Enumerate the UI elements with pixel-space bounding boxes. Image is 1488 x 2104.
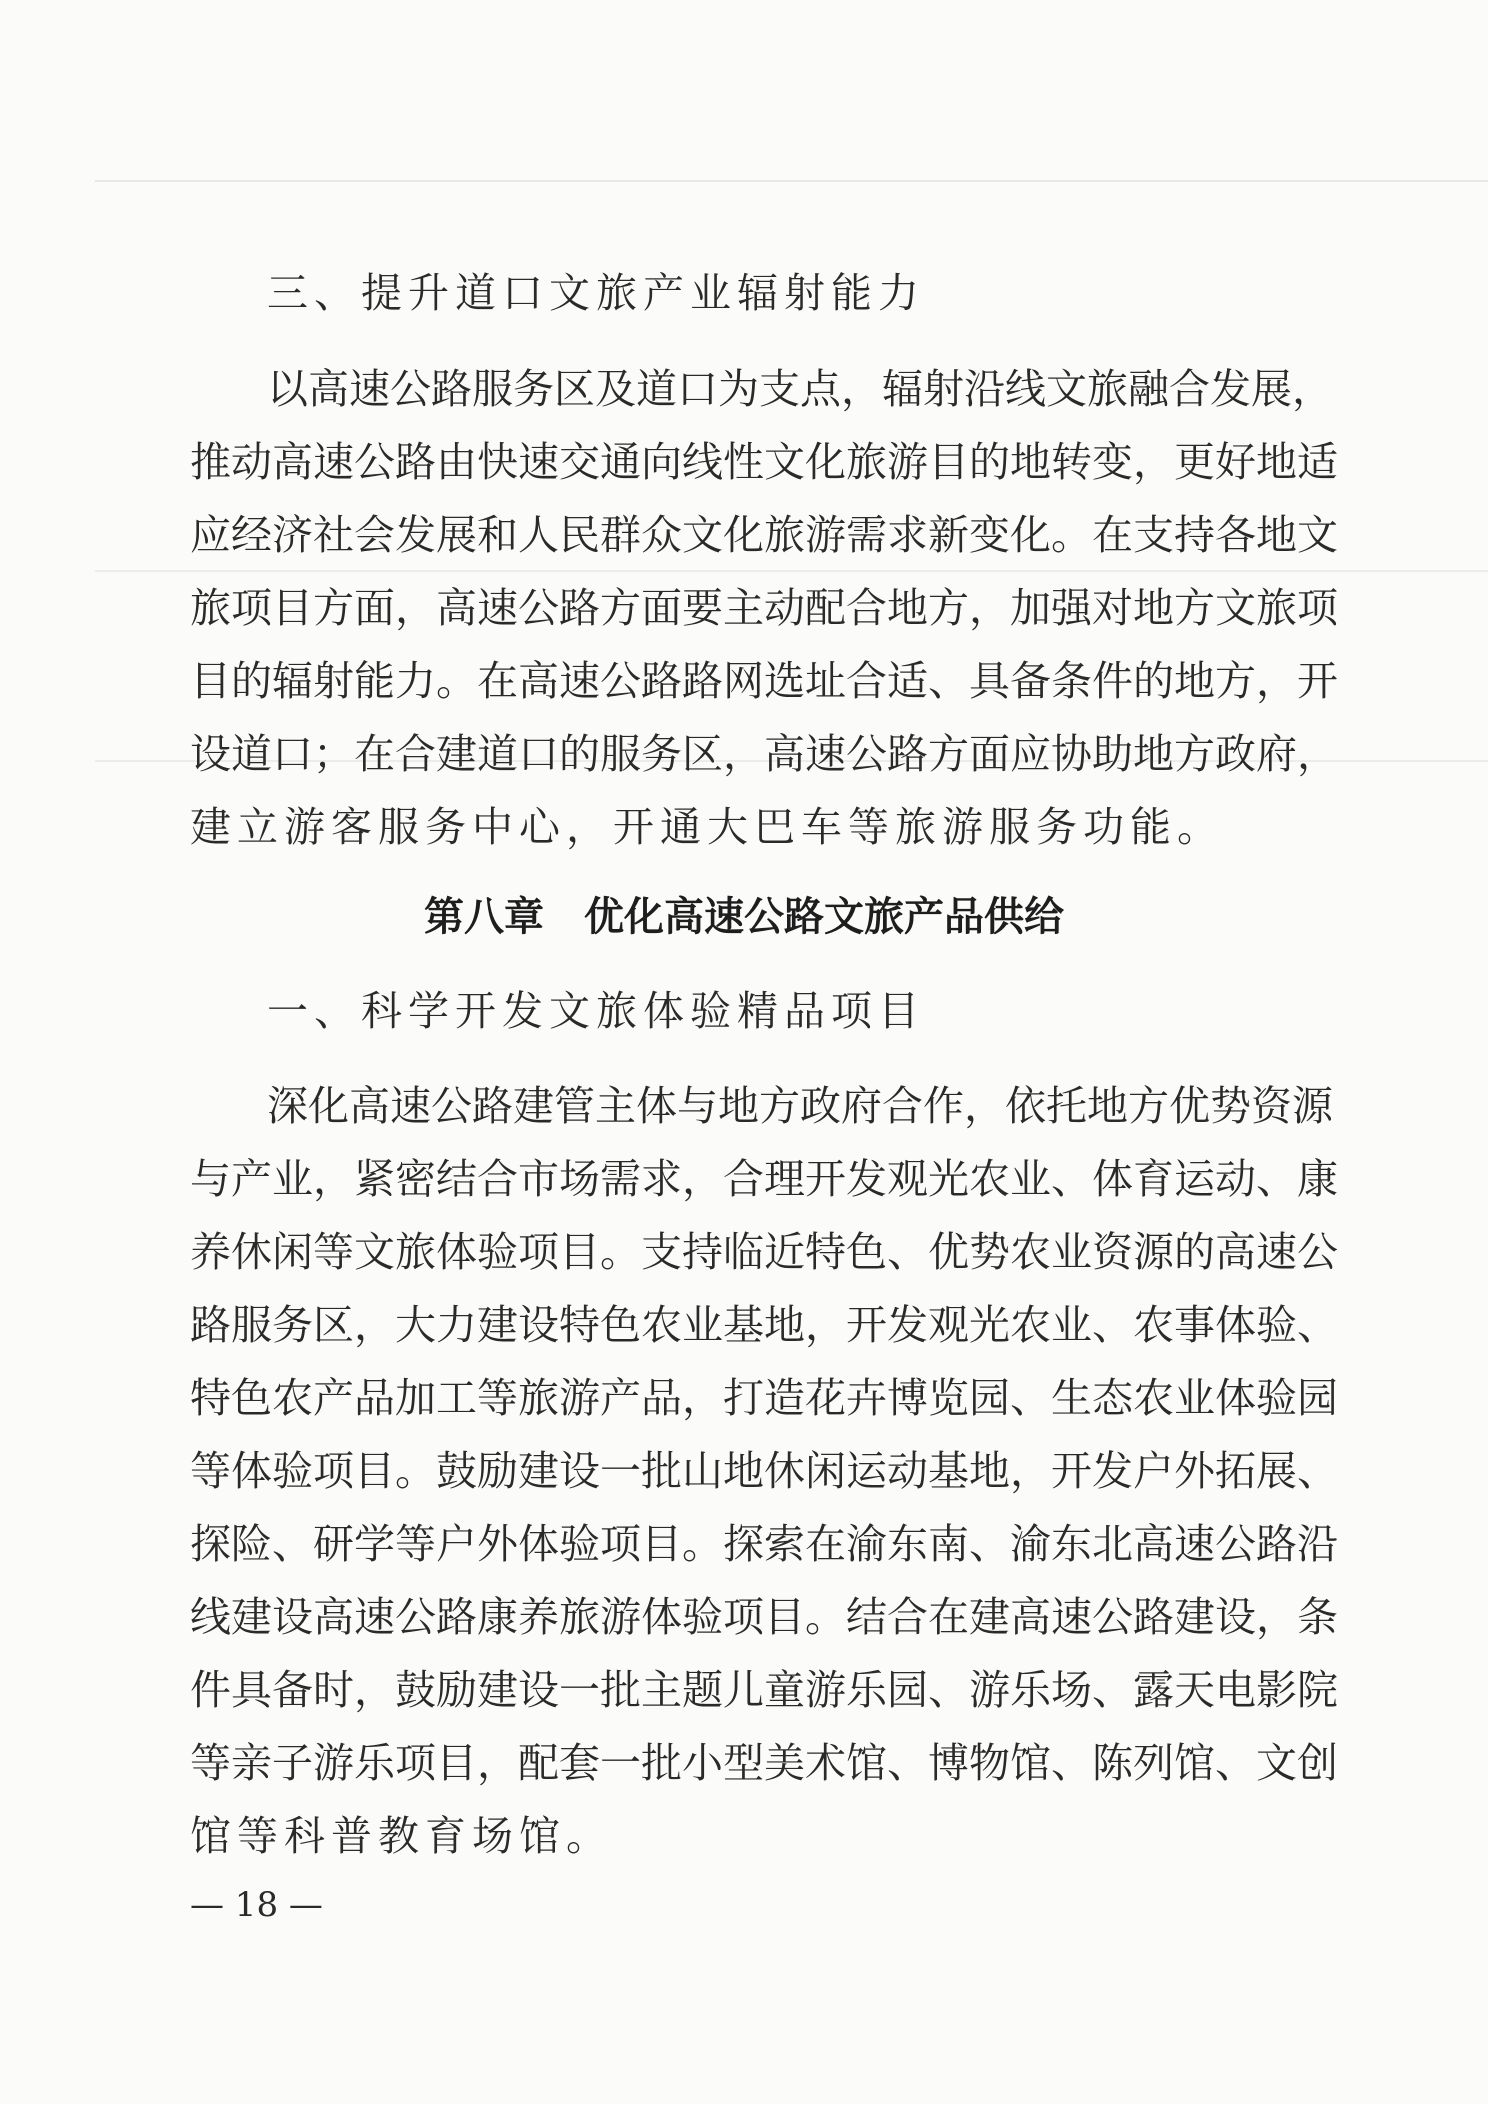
paragraph-line: 建立游客服务中心，开通大巴车等旅游服务功能。 (190, 803, 1224, 851)
paragraph-line: 线建设高速公路康养旅游体验项目。结合在建高速公路建设，条 (190, 1593, 1338, 1641)
section-heading: 一、科学开发文旅体验精品项目 (267, 987, 925, 1035)
scan-artifact-line (95, 180, 1488, 182)
scan-artifact-line (95, 570, 1488, 572)
chapter-title: 第八章 优化高速公路文旅产品供给 (424, 894, 1064, 940)
paragraph-line: 件具备时，鼓励建设一批主题儿童游乐园、游乐场、露天电影院 (190, 1666, 1338, 1714)
paragraph-line: 馆等科普教育场馆。 (190, 1812, 613, 1860)
paragraph-line: 等体验项目。鼓励建设一批山地休闲运动基地，开发户外拓展、 (190, 1447, 1338, 1495)
paragraph-line: 设道口；在合建道口的服务区，高速公路方面应协助地方政府， (190, 730, 1338, 778)
paragraph-line: 路服务区，大力建设特色农业基地，开发观光农业、农事体验、 (190, 1301, 1338, 1349)
paragraph-line: 深化高速公路建管主体与地方政府合作，依托地方优势资源 (267, 1082, 1333, 1130)
paragraph-line: 等亲子游乐项目，配套一批小型美术馆、博物馆、陈列馆、文创 (190, 1739, 1338, 1787)
paragraph-line: 推动高速公路由快速交通向线性文化旅游目的地转变，更好地适 (190, 438, 1338, 486)
section-heading: 三、提升道口文旅产业辐射能力 (267, 269, 925, 317)
page-number: — 18 — (190, 1885, 323, 1925)
paragraph-line: 目的辐射能力。在高速公路路网选址合适、具备条件的地方，开 (190, 657, 1338, 705)
paragraph-line: 以高速公路服务区及道口为支点，辐射沿线文旅融合发展， (267, 365, 1333, 413)
paragraph-line: 与产业，紧密结合市场需求，合理开发观光农业、体育运动、康 (190, 1155, 1338, 1203)
paragraph-line: 特色农产品加工等旅游产品，打造花卉博览园、生态农业体验园 (190, 1374, 1338, 1422)
paragraph-line: 养休闲等文旅体验项目。支持临近特色、优势农业资源的高速公 (190, 1228, 1338, 1276)
paragraph-line: 应经济社会发展和人民群众文化旅游需求新变化。在支持各地文 (190, 511, 1338, 559)
paragraph-line: 探险、研学等户外体验项目。探索在渝东南、渝东北高速公路沿 (190, 1520, 1338, 1568)
paragraph-line: 旅项目方面，高速公路方面要主动配合地方，加强对地方文旅项 (190, 584, 1338, 632)
